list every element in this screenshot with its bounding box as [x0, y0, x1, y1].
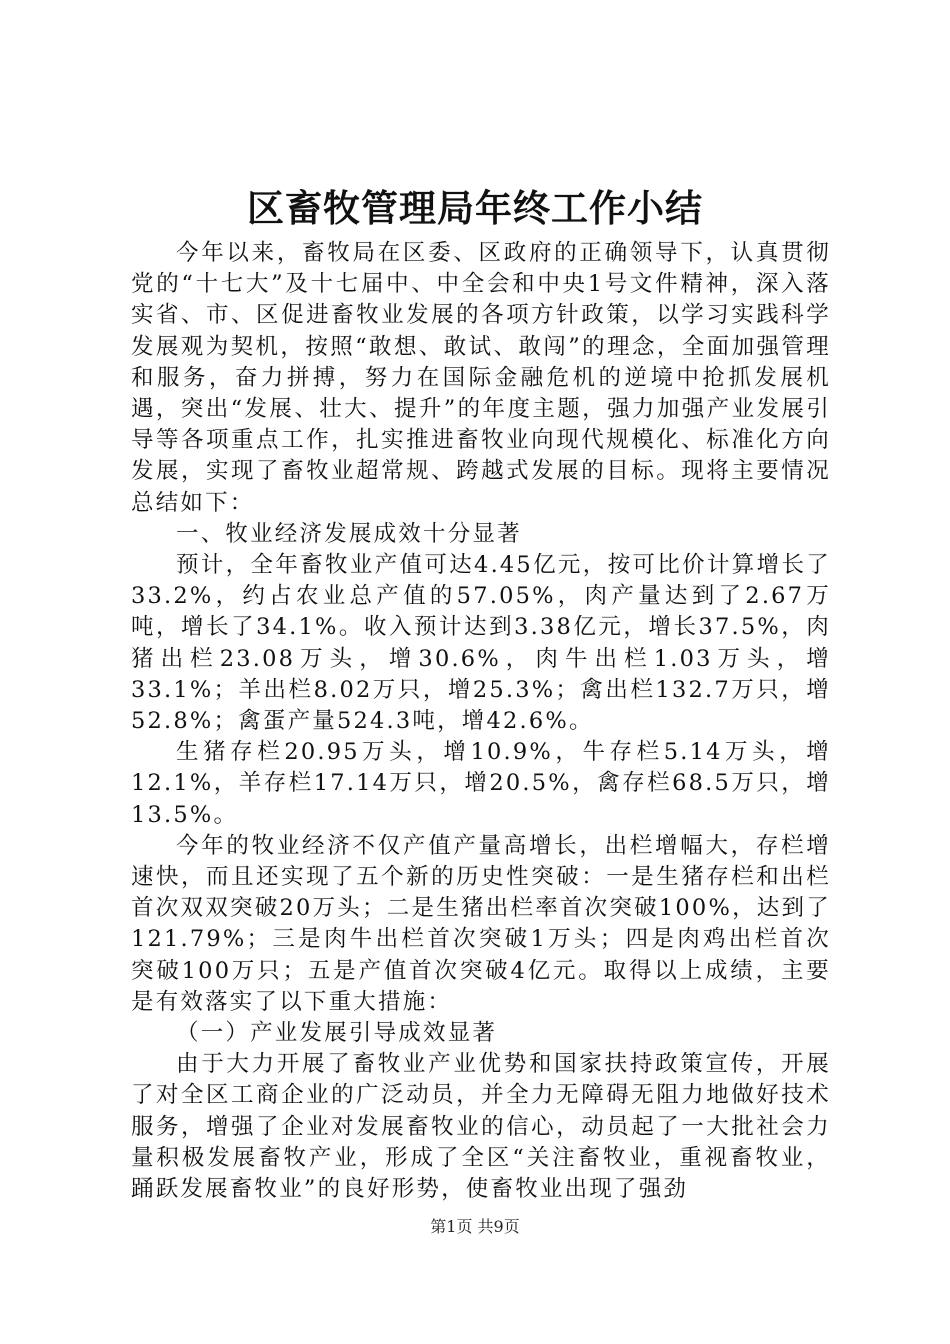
page-number: 第1页 共9页 [430, 1217, 520, 1236]
guidance-paragraph: 由于大力开展了畜牧业产业优势和国家扶持政策宣传，开展了对全区工商企业的广泛动员，并全力无障碍无阻力地做好技术服务，增强了企业对发展畜牧业的信心，动员起了一大批社会力量积极发展畜牧产业，形成了全区“关注畜牧业，重视畜牧业，踊跃发展畜牧业”的良好形势，使畜牧业出现了强劲 [131, 1051, 831, 1203]
intro-paragraph: 今年以来，畜牧局在区委、区政府的正确领导下，认真贯彻党的“十七大”及十七届中、中全会和中央1号文件精神，深入落实省、市、区促进畜牧业发展的各项方针政策，以学习实践科学发展观为契机，按照“敢想、敢试、敢闯”的理念，全面加强管理和服务，奋力拼搏，努力在国际金融危机的逆境中抢抓发展机遇，突出“发展、壮大、提升”的年度主题，强力加强产业发展引导等各项重点工作，扎实推进畜牧业向现代规模化、标准化方向发展，实现了畜牧业超常规、跨越式发展的目标。现将主要情况总结如下： [131, 240, 831, 516]
document-body [131, 238, 831, 1205]
subsection-heading: （一）产业发展引导成效显著 [176, 1020, 498, 1047]
section-heading: 一、牧业经济发展成效十分显著 [176, 520, 522, 547]
stock-paragraph: 生猪存栏20.95万头，增10.9%，牛存栏5.14万头，增12.1%，羊存栏17.14万只，增20.5%，禽存栏68.5万只，增13.5%。 [131, 739, 831, 828]
output-paragraph: 预计，全年畜牧业产值可达4.45亿元，按可比价计算增长了33.2%，约占农业总产值的57.05%，肉产量达到了2.67万吨，增长了34.1%。收入预计达到3.38亿元，增长37.5%，肉猪出栏23.08万头，增30.6%，肉牛出栏1.03万头，增33.1%；羊出栏8.02万只，增25.3%；禽出栏132.7万只，增52.8%；禽蛋产量524.3吨，增42.6%。 [131, 552, 831, 735]
document-title: 区畜牧管理局年终工作小结 [247, 186, 703, 230]
breakthrough-paragraph: 今年的牧业经济不仅产值产量高增长，出栏增幅大，存栏增速快，而且还实现了五个新的历史性突破：一是生猪存栏和出栏首次双双突破20万头；二是生猪出栏率首次突破100%，达到了121.79%；三是肉牛出栏首次突破1万头；四是肉鸡出栏首次突破100万只；五是产值首次突破4亿元。取得以上成绩，主要是有效落实了以下重大措施： [131, 832, 831, 1015]
